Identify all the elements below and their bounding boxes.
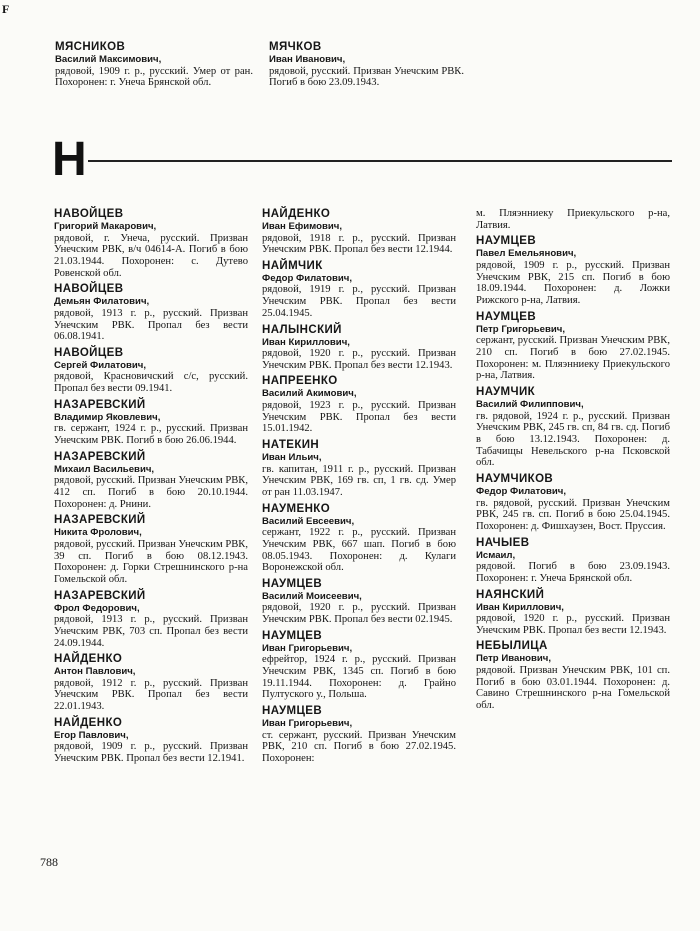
entry-bio: рядовой, 1920 г. р., русский. Призван Унечским РВК. Пропал без вести 12.1943.: [262, 348, 456, 371]
list-item: [476, 311, 670, 382]
entry-surname: НАУМЦЕВ: [476, 310, 537, 323]
entry-surname: НАУМЦЕВ: [262, 705, 323, 718]
entry-surname: НАЗАРЕВСКИЙ: [54, 398, 146, 411]
top-column-left: [55, 41, 253, 92]
list-item: [262, 578, 456, 626]
list-item: [54, 283, 248, 343]
entry-bio: рядовой, 1920 г. р., русский. Призван Унечским РВК. Пропал без вести 12.1943.: [476, 613, 670, 636]
entry-surname: НАУМЦЕВ: [262, 577, 323, 590]
entry-given-name: Антон Павлович,: [54, 666, 136, 678]
entry-given-name: Василий Акимович,: [262, 388, 357, 400]
entry-given-name: Иван Кириллович,: [476, 601, 564, 613]
list-item: [262, 375, 456, 435]
list-item: [476, 589, 670, 637]
section-letter: Н: [52, 133, 87, 186]
entry-bio: рядовой, русский. Призван Унечским РВК, 39 сп. Погиб в бою 08.12.1943. Похоронен: д. Горки Стрешнинского р-на Гомельской обл.: [54, 538, 248, 585]
entry-surname: НАВОЙЦЕВ: [54, 208, 124, 220]
entry-surname: НАВОЙЦЕВ: [54, 346, 124, 359]
entry-given-name: Василий Евсеевич,: [262, 515, 355, 527]
entry-bio: рядовой, 1913 г. р., русский. Призван Унечским РВК. Пропал без вести 06.08.1941.: [54, 307, 248, 343]
entry-surname: НАЛЫНСКИЙ: [262, 323, 342, 336]
entry-bio: рядовой, русский. Призван Унечским РВК. Погиб в бою 23.09.1943.: [269, 65, 464, 88]
list-item: [262, 705, 456, 765]
list-item: [262, 503, 456, 574]
entry-bio: ефрейтор, 1924 г. р., русский. Призван Унечским РВК, 1345 сп. Погиб в бою 19.11.1944. Похоронен: д. Грайно Пултуского у., Польша.: [262, 654, 456, 701]
entry-bio: гв. рядовой, 1924 г. р., русский. Призван Унечским РВК, 245 гв. сп, 84 гв. сд. Погиб в бою 13.12.1943. Похоронен: д. Табачищы Невельского р-на Псковской обл.: [476, 410, 670, 469]
entry-bio: ст. сержант, русский. Призван Унечским РВК, 210 сп. Погиб в бою 27.02.1945. Похоронен:: [262, 729, 456, 765]
entry-given-name: Павел Емельянович,: [476, 248, 577, 260]
entry-given-name: Петр Григорьевич,: [476, 323, 566, 335]
column-3: [476, 208, 670, 716]
entry-surname: НЕБЫЛИЦА: [476, 640, 548, 653]
list-item: [54, 347, 248, 395]
entry-given-name: Иван Григорьевич,: [262, 642, 353, 654]
entry-surname: НАЙМЧИК: [262, 259, 323, 272]
entry-surname: НАЯНСКИЙ: [476, 588, 545, 601]
entry-given-name: Владимир Яковлевич,: [54, 411, 161, 423]
list-item: [262, 630, 456, 701]
entry-surname: НАЙДЕНКО: [54, 716, 123, 729]
entry-given-name: Демьян Филатович,: [54, 296, 150, 308]
entry-surname: МЯСНИКОВ: [55, 41, 126, 53]
corner-mark: F: [2, 2, 10, 16]
list-item: [476, 386, 670, 469]
entry-bio: гв. капитан, 1911 г. р., русский. Призван Унечским РВК, 169 гв. сп, 1 гв. сд. Умер от ран 11.03.1947.: [262, 463, 456, 498]
column-1: [54, 208, 248, 769]
column-2: [262, 208, 456, 769]
list-item: [54, 514, 248, 585]
entry-given-name: Петр Иванович,: [476, 653, 552, 665]
entry-bio: рядовой, 1913 г. р., русский. Призван Унечским РВК, 703 сп. Пропал без вести 24.09.1944.: [54, 614, 248, 649]
entry-bio: рядовой, 1909 г. р., русский. Призван Унечским РВК, 215 сп. Погиб в бою 18.09.1944. Похоронен: д. Ложки Рижского р-на, Латвия.: [476, 259, 670, 307]
list-item: [476, 208, 670, 231]
entry-surname: НАЙДЕНКО: [54, 653, 123, 666]
list-item: [476, 235, 670, 306]
list-item: [54, 451, 248, 511]
entry-given-name: Федор Филатович,: [262, 272, 352, 284]
entry-bio: рядовой, г. Унеча, русский. Призван Унечским РВК, в/ч 04614-А. Погиб в бою 21.03.1944. Похоронен: с. Дутево Ровенской обл.: [54, 232, 248, 279]
entry-surname: НАУМЕНКО: [262, 502, 331, 515]
entry-surname: НАПРЕЕНКО: [262, 375, 338, 388]
list-item: [262, 208, 456, 256]
entry-given-name: Григорий Макарович,: [54, 221, 157, 232]
entry-given-name: Михаил Васильевич,: [54, 463, 155, 475]
entry-given-name: Иван Ефимович,: [262, 221, 343, 232]
entry-surname: НАЙДЕНКО: [262, 208, 331, 220]
entry-given-name: Василий Максимович,: [55, 54, 162, 65]
entry-given-name: Сергей Филатович,: [54, 359, 146, 371]
entry-given-name: Егор Павлович,: [54, 729, 129, 741]
entry-surname: НАЧЫЕВ: [476, 536, 530, 549]
list-item: [476, 640, 670, 711]
list-item: [54, 208, 248, 279]
entry-bio: рядовой, Красновичский с/с, русский. Пропал без вести 09.1941.: [54, 371, 248, 395]
entry-bio: рядовой, 1919 г. р., русский. Призван Унечским РВК. Пропал без вести 25.04.1945.: [262, 284, 456, 319]
list-item: [476, 473, 670, 533]
entry-given-name: Никита Фролович,: [54, 527, 142, 539]
page-number: 788: [40, 855, 58, 869]
entry-bio: м. Пляэнниеку Приекульского р-на, Латвия.: [476, 208, 670, 231]
list-item: [269, 41, 464, 88]
entry-bio: рядовой, 1909 г. р., русский. Призван Унечским РВК. Пропал без вести 12.1941.: [54, 741, 248, 765]
entry-surname: НАЗАРЕВСКИЙ: [54, 450, 146, 463]
entry-surname: НАУМЦЕВ: [476, 235, 537, 248]
entry-given-name: Фрол Федорович,: [54, 602, 140, 614]
entry-surname: НАУМЧИКОВ: [476, 473, 554, 486]
entry-given-name: Федор Филатович,: [476, 486, 566, 498]
list-item: [54, 717, 248, 765]
entry-surname: НАУМЦЕВ: [262, 629, 323, 642]
entry-given-name: Василий Филиппович,: [476, 399, 584, 411]
list-item: [54, 590, 248, 650]
entry-bio: гв. рядовой, русский. Призван Унечским РВК, 245 гв. сп. Погиб в бою 25.04.1945. Похоронен: д. Фишхаузен, Вост. Пруссия.: [476, 497, 670, 532]
entry-given-name: Иван Григорьевич,: [262, 718, 353, 730]
entry-given-name: Иван Ильич,: [262, 452, 322, 464]
entry-bio: рядовой. Призван Унечским РВК, 101 сп. Погиб в бою 03.01.1944. Похоронен: д. Савино Стрешнинского р-на Гомельской обл.: [476, 664, 670, 712]
entry-bio: рядовой, 1912 г. р., русский. Призван Унечским РВК. Пропал без вести 22.01.1943.: [54, 677, 248, 713]
section-divider: [88, 160, 672, 162]
list-item: [476, 537, 670, 585]
list-item: [55, 41, 253, 88]
list-item: [54, 653, 248, 713]
entry-bio: рядовой. Погиб в бою 23.09.1943. Похоронен: г. Унеча Брянской обл.: [476, 561, 670, 584]
entry-surname: НАЗАРЕВСКИЙ: [54, 514, 146, 527]
entry-surname: НАВОЙЦЕВ: [54, 283, 124, 296]
entry-given-name: Исмаил,: [476, 549, 516, 561]
entry-surname: МЯЧКОВ: [269, 41, 322, 53]
entry-bio: рядовой, 1918 г. р., русский. Призван Унечским РВК. Пропал без вести 12.1944.: [262, 232, 456, 256]
entry-surname: НАЗАРЕВСКИЙ: [54, 589, 146, 602]
entry-given-name: Иван Иванович,: [269, 54, 346, 65]
entry-bio: рядовой, русский. Призван Унечским РВК, 412 сп. Погиб в бою 20.10.1944. Похоронен: д. Рнини.: [54, 475, 248, 510]
list-item: [262, 439, 456, 499]
entry-bio: сержант, 1922 г. р., русский. Призван Унечским РВК, 667 шап. Погиб в бою 08.05.1943. Похоронен: д. Кулаги Воронежской обл.: [262, 527, 456, 574]
list-item: [262, 324, 456, 372]
entry-bio: сержант, русский. Призван Унечским РВК, 210 сп. Погиб в бою 27.02.1945. Похоронен: м. Пляэнниеку Приекульского р-на, Латвия.: [476, 335, 670, 382]
entry-given-name: Василий Моисеевич,: [262, 590, 362, 602]
entry-bio: рядовой, 1923 г. р., русский. Призван Унечским РВК. Пропал без вести 15.01.1942.: [262, 399, 456, 435]
list-item: [262, 260, 456, 320]
top-column-right: [269, 41, 464, 92]
entry-bio: рядовой, 1909 г. р., русский. Умер от ран. Похоронен: г. Унеча Брянской обл.: [55, 65, 253, 88]
entry-given-name: Иван Кириллович,: [262, 336, 350, 348]
list-item: [54, 399, 248, 447]
entry-bio: рядовой, 1920 г. р., русский. Призван Унечским РВК. Пропал без вести 02.1945.: [262, 602, 456, 626]
entry-bio: гв. сержант, 1924 г. р., русский. Призван Унечским РВК. Погиб в бою 26.06.1944.: [54, 423, 248, 447]
entry-surname: НАУМЧИК: [476, 386, 536, 399]
entry-surname: НАТЕКИН: [262, 439, 320, 452]
